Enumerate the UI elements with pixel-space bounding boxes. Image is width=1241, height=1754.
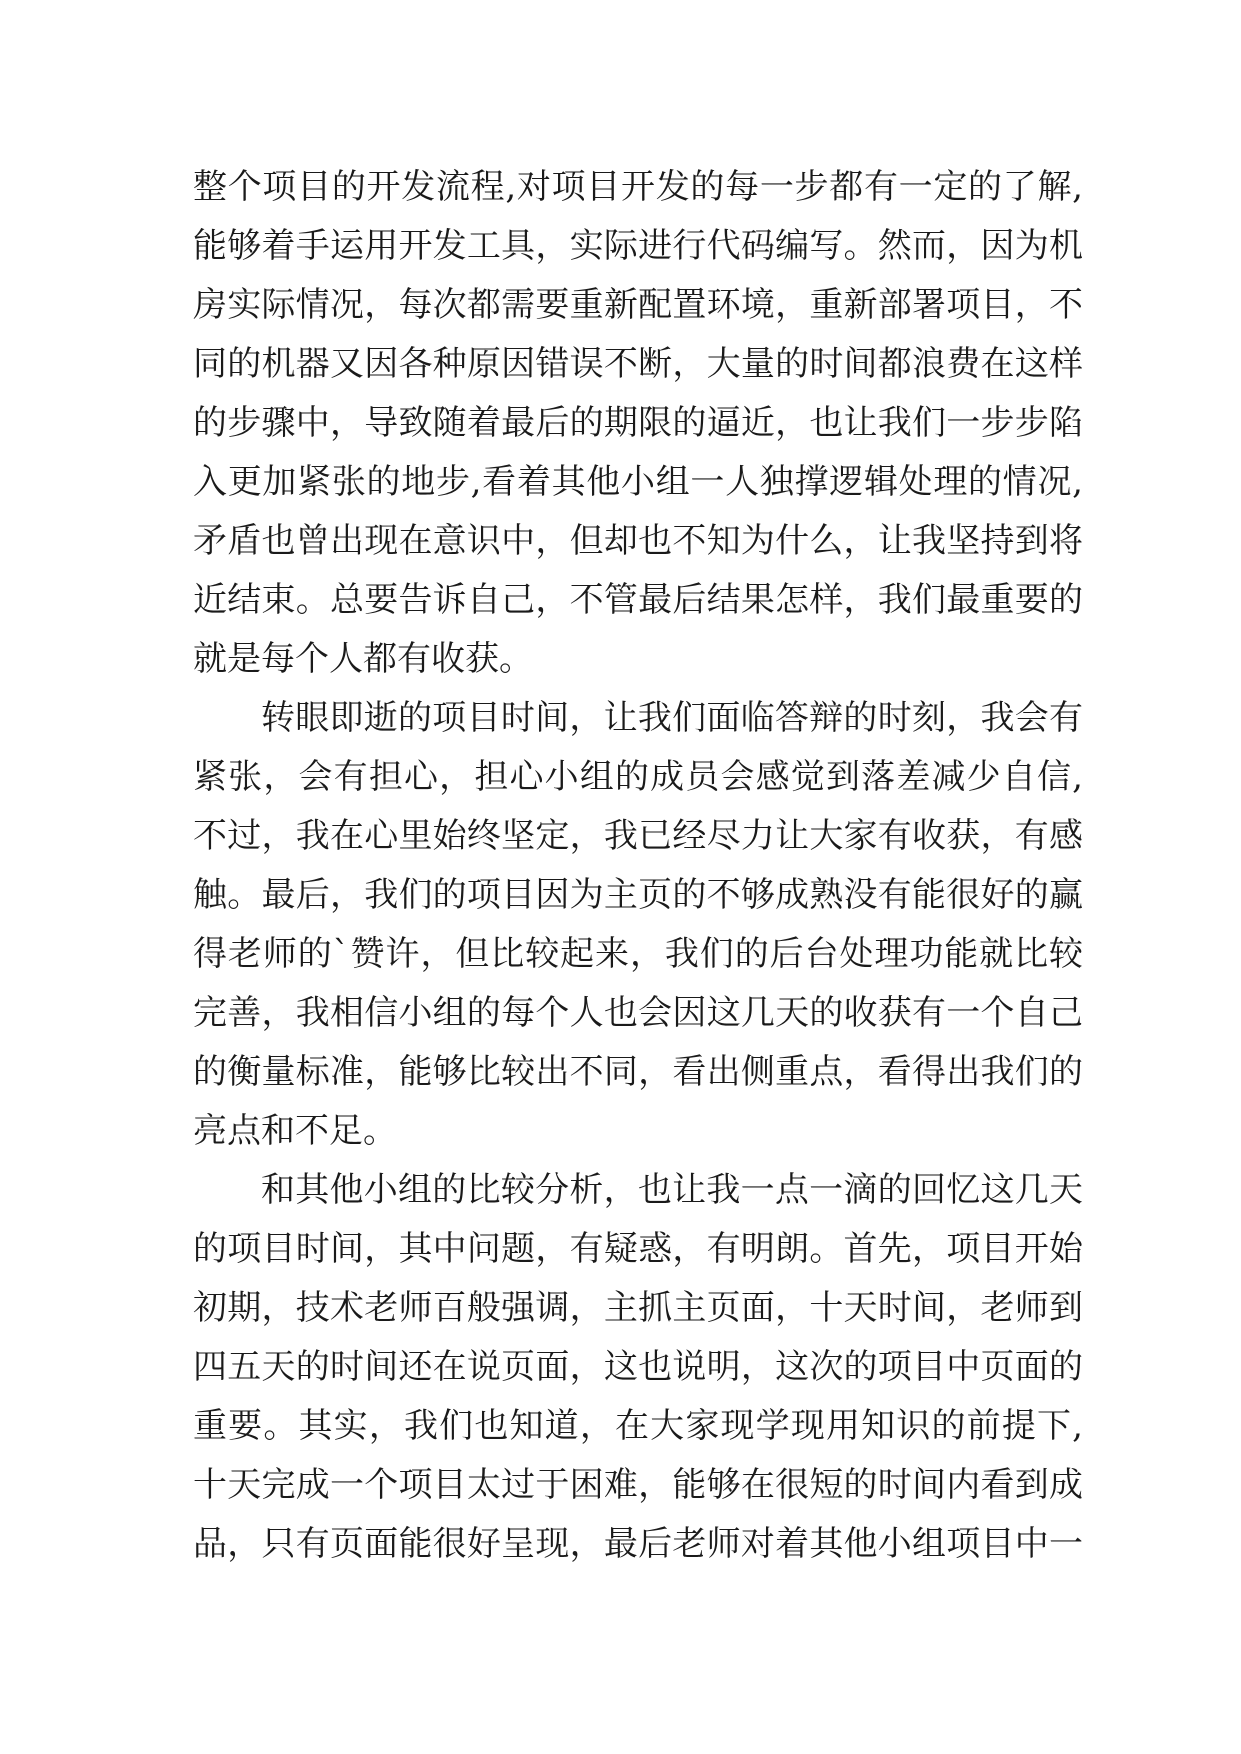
paragraph-1 [193,158,1083,689]
text-line: 的衡量标准，能够比较出不同，看出侧重点，看得出我们的 [193,1052,1083,1092]
text-line: 完善，我相信小组的每个人也会因这几天的收获有一个自己 [193,993,1083,1033]
text-line: 重要。其实，我们也知道，在大家现学现用知识的前提下, [193,1406,1083,1446]
text-line: 十天完成一个项目太过于困难，能够在很短的时间内看到成 [193,1465,1083,1505]
text-line: 入更加紧张的地步,看着其他小组一人独撑逻辑处理的情况, [193,462,1083,502]
paragraph-3 [193,1161,1083,1574]
text-line: 得老师的`赞许，但比较起来，我们的后台处理功能就比较 [193,934,1083,974]
text-line: 就是每个人都有收获。 [193,639,533,679]
text-line: 品，只有页面能很好呈现，最后老师对着其他小组项目中一 [193,1524,1083,1564]
text-line: 和其他小组的比较分析，也让我一点一滴的回忆这几天 [261,1170,1083,1210]
text-line: 同的机器又因各种原因错误不断，大量的时间都浪费在这样 [193,344,1083,384]
text-line: 四五天的时间还在说页面，这也说明，这次的项目中页面的 [193,1347,1083,1387]
text-line: 触。最后，我们的项目因为主页的不够成熟没有能很好的赢 [193,875,1083,915]
text-line: 房实际情况，每次都需要重新配置环境，重新部署项目，不 [193,285,1083,325]
text-line: 近结束。总要告诉自己，不管最后结果怎样，我们最重要的 [193,580,1083,620]
text-line: 的步骤中，导致随着最后的期限的逼近，也让我们一步步陷 [193,403,1083,443]
text-line: 初期，技术老师百般强调，主抓主页面，十天时间，老师到 [193,1288,1083,1328]
paragraph-2 [193,689,1083,1161]
text-line: 整个项目的开发流程,对项目开发的每一步都有一定的了解, [193,167,1083,207]
text-line: 紧张，会有担心，担心小组的成员会感觉到落差减少自信, [193,757,1083,797]
text-line: 不过，我在心里始终坚定，我已经尽力让大家有收获，有感 [193,816,1083,856]
body-text [193,158,1083,1574]
text-line: 矛盾也曾出现在意识中，但却也不知为什么，让我坚持到将 [193,521,1083,561]
text-line: 能够着手运用开发工具，实际进行代码编写。然而，因为机 [193,226,1083,266]
text-line: 转眼即逝的项目时间，让我们面临答辩的时刻，我会有 [261,698,1083,738]
text-line: 亮点和不足。 [193,1111,397,1151]
text-line: 的项目时间，其中问题，有疑惑，有明朗。首先，项目开始 [193,1229,1083,1269]
